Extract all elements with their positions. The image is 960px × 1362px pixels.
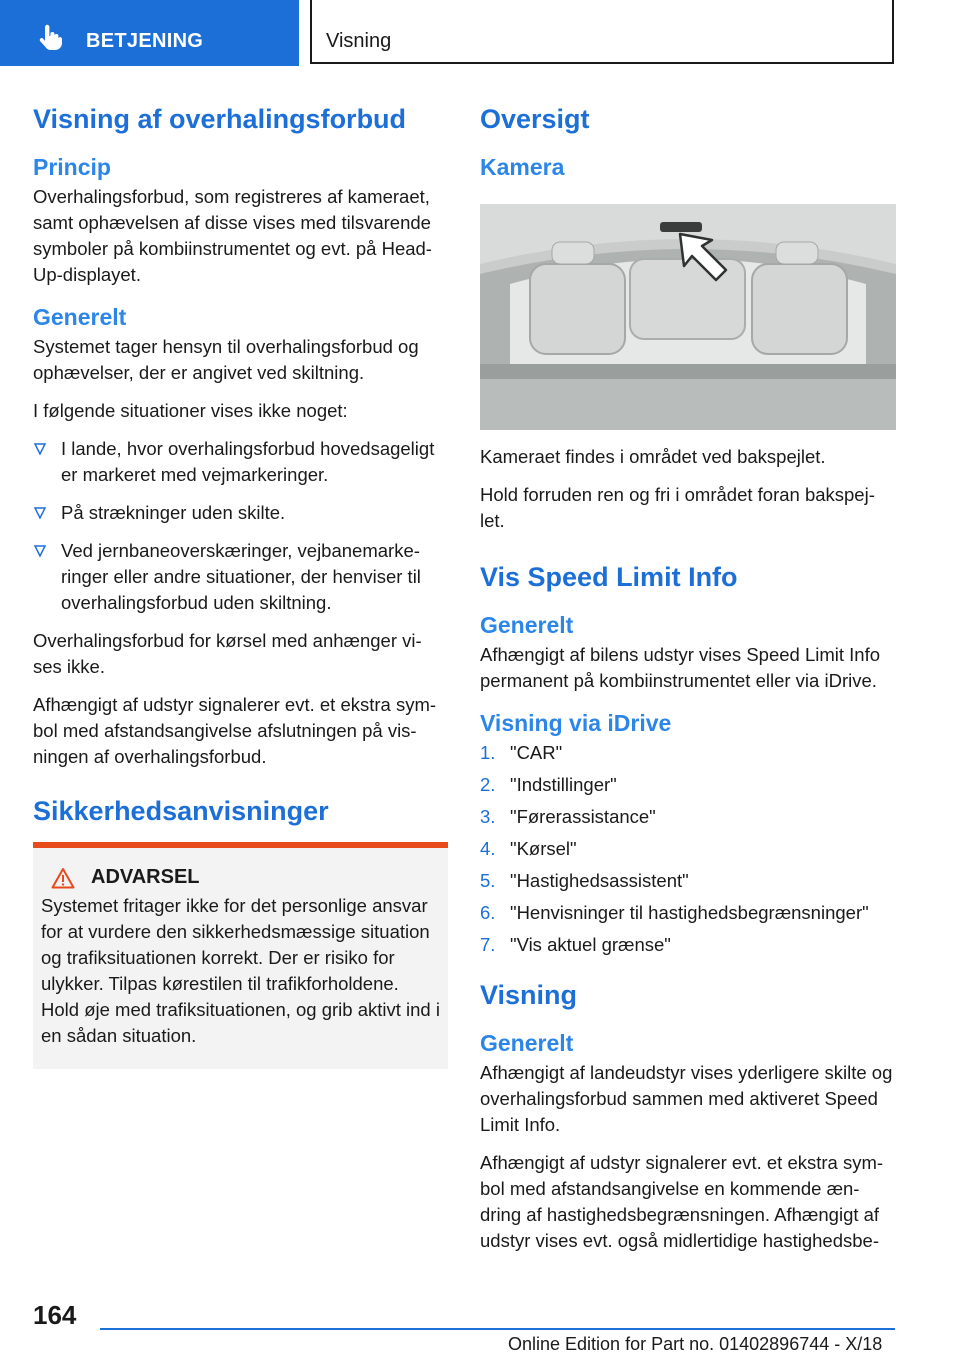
paragraph-general-1: Systemet tager hensyn til overhalingsforbud og ophævelser, der er angivet ved skiltning.: [33, 336, 419, 383]
step-text: "Kørsel": [510, 838, 577, 859]
paragraph-camera-1: Kameraet findes i området ved bakspejlet.: [480, 446, 826, 467]
step-text: "CAR": [510, 742, 563, 763]
list-item-text: Ved jernbaneoverskæringer, vejbanemarke-ringer eller andre situationer, der henviser til overhalingsforbud uden skiltning.: [61, 540, 421, 613]
camera-location-photo: [480, 204, 896, 430]
heading-general: Generelt: [33, 304, 127, 330]
paragraph-camera-2: Hold forruden ren og fri i området foran bakspej-let.: [480, 484, 875, 531]
list-item: [33, 500, 448, 526]
paragraph-general-2: I følgende situationer vises ikke noget:: [33, 400, 348, 421]
heading-principle: Princip: [33, 154, 111, 180]
step-number: 5.: [480, 870, 496, 891]
step-item: [480, 900, 896, 926]
step-item: [480, 772, 896, 798]
right-column: [480, 100, 896, 1266]
step-number: 2.: [480, 774, 496, 795]
step-item: [480, 804, 896, 830]
page-title: Visning: [326, 30, 392, 52]
heading-general-speed: Generelt: [480, 612, 574, 638]
step-text: "Hastighedsassistent": [510, 870, 689, 891]
list-item: [33, 538, 448, 616]
triangle-bullet-icon: [33, 506, 47, 520]
step-number: 7.: [480, 934, 496, 955]
triangle-bullet-icon: [33, 442, 47, 456]
idrive-steps: [480, 740, 896, 958]
heading-overview: Oversigt: [480, 104, 590, 134]
heading-general-visning: Generelt: [480, 1030, 574, 1056]
step-number: 3.: [480, 806, 496, 827]
paragraph-equipment: Afhængigt af udstyr signalerer evt. et ekstra sym-bol med afstandsangivelse afslutningen på vis-ningen af overhalingsforbud.: [33, 694, 437, 767]
step-number: 4.: [480, 838, 496, 859]
step-text: "Indstillinger": [510, 774, 617, 795]
heading-visning: Visning: [480, 980, 578, 1010]
warning-header: [41, 866, 440, 889]
section-label: BETJENING: [86, 30, 204, 52]
triangle-bullet-icon: [33, 544, 47, 558]
step-number: 1.: [480, 742, 496, 763]
hand-pointer-icon: [36, 24, 64, 52]
heading-speed-limit-info: Vis Speed Limit Info: [480, 562, 738, 592]
paragraph-principle: Overhalingsforbud, som registreres af kameraet, samt ophævelsen af disse vises med tilsvarende symboler på kombiinstrumentet og evt. på Head-Up-displayet.: [33, 186, 432, 285]
page-number: 164: [33, 1300, 77, 1330]
paragraph-visning-1: Afhængigt af landeudstyr vises yderligere skilte og overhalingsforbud sammen med aktiveret Speed Limit Info.: [480, 1062, 893, 1135]
paragraph-visning-2: Afhængigt af udstyr signalerer evt. et ekstra sym-bol med afstandsangivelse en kommende æn-dring af hastighedsbegrænsningen. Afhængigt af udstyr vises evt. også midlertidige hastighedsbe-: [480, 1152, 884, 1251]
section-tab[interactable]: [0, 0, 299, 66]
left-column: [33, 100, 448, 1069]
heading-safety: Sikkerhedsanvisninger: [33, 796, 329, 826]
step-item: [480, 932, 896, 958]
step-number: 6.: [480, 902, 496, 923]
situations-list: [33, 436, 448, 616]
step-text: "Vis aktuel grænse": [510, 934, 671, 955]
list-item-text: På strækninger uden skilte.: [61, 502, 286, 523]
warning-text: Systemet fritager ikke for det personlige ansvar for at vurdere den sikkerhedsmæssige situation og trafiksituationen korrekt. Der er risiko for ulykker. Tilpas kørestilen til trafikforholdene. Hold øje med trafiksituationen, og grib aktivt ind i en sådan situation.: [41, 895, 440, 1046]
footer-divider: [100, 1328, 895, 1330]
page-header: [310, 0, 894, 64]
warning-box: [33, 842, 448, 1069]
step-text: "Henvisninger til hastighedsbegrænsninger": [510, 902, 869, 923]
step-item: [480, 868, 896, 894]
heading-idrive: Visning via iDrive: [480, 710, 672, 736]
paragraph-speed: Afhængigt af bilens udstyr vises Speed Limit Info permanent på kombiinstrumentet eller via iDrive.: [480, 644, 881, 691]
warning-triangle-icon: [51, 867, 75, 889]
paragraph-trailer: Overhalingsforbud for kørsel med anhænger vi-ses ikke.: [33, 630, 422, 677]
list-item-text: I lande, hvor overhalingsforbud hovedsageligt er markeret med vejmarkeringer.: [61, 438, 435, 485]
step-text: "Førerassistance": [510, 806, 656, 827]
warning-title: ADVARSEL: [91, 866, 200, 888]
step-item: [480, 740, 896, 766]
edition-text: Online Edition for Part no. 01402896744 - X/18: [508, 1334, 883, 1354]
heading-camera: Kamera: [480, 154, 565, 180]
step-item: [480, 836, 896, 862]
list-item: [33, 436, 448, 488]
heading-overtaking-display: Visning af overhalingsforbud: [33, 104, 407, 134]
